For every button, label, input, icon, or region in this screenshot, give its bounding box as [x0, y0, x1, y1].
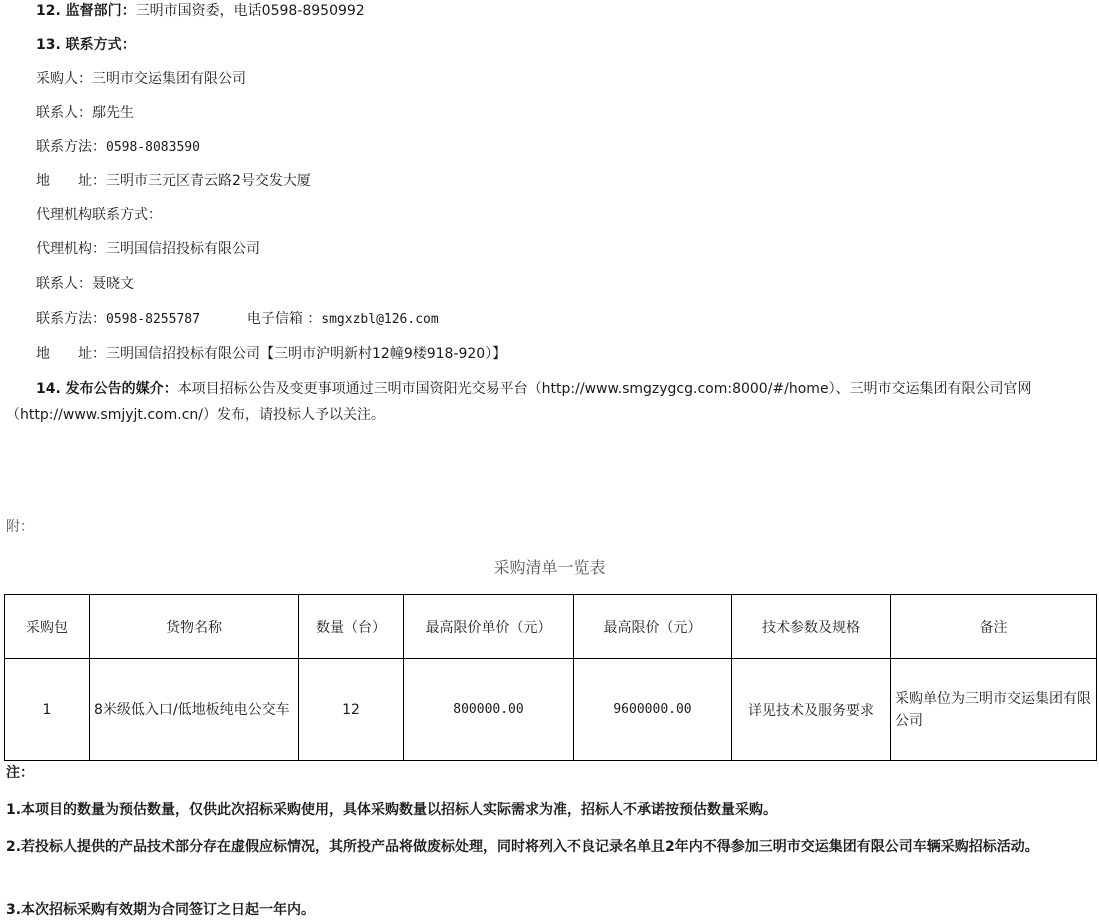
buyer-address: 三明市三元区青云路2号交发大厦 — [106, 173, 311, 189]
section-14-label: 14. 发布公告的媒介 — [36, 381, 164, 397]
agency-name-line — [36, 239, 260, 259]
note-1: 1.本项目的数量为预估数量，仅供此次招标采购使用，具体采购数量以招标人实际需求为准，招标人不承诺按预估数量采购。 — [6, 802, 778, 818]
buyer-contact-label: 联系人： — [36, 105, 92, 121]
header-remarks: 备注 — [891, 595, 1097, 659]
buyer-company-line — [36, 69, 246, 89]
agency-contact-line — [36, 274, 134, 294]
section-13 — [36, 35, 136, 55]
buyer-address-label: 地 址： — [36, 173, 106, 189]
agency-section-title — [36, 205, 162, 225]
section-12-label: 12. 监督部门 — [36, 3, 122, 19]
table-header-row — [5, 595, 1097, 659]
buyer-contact: 鄢先生 — [92, 105, 134, 121]
header-unit-price: 最高限价单价（元） — [404, 595, 574, 659]
section-13-label: 13. 联系方式 — [36, 37, 122, 53]
note-3: 3.本次招标采购有效期为合同签订之日起一年内。 — [6, 902, 316, 918]
cell-goods-name: 8米级低入口/低地板纯电公交车 — [90, 659, 299, 761]
buyer-phone: 0598-8083590 — [106, 140, 200, 155]
agency-name-label: 代理机构： — [36, 241, 106, 257]
agency-section-label: 代理机构联系方式： — [36, 207, 162, 223]
section-13-colon: ： — [121, 37, 136, 53]
buyer-phone-label: 联系方法： — [36, 139, 106, 155]
buyer-address-line — [36, 171, 311, 191]
buyer-phone-line — [36, 137, 200, 158]
agency-phone: 0598-8255787 — [106, 312, 200, 327]
agency-phone-line — [36, 309, 439, 330]
header-max-price: 最高限价（元） — [574, 595, 732, 659]
cell-max-price: 9600000.00 — [574, 659, 732, 761]
agency-phone-label: 联系方法： — [36, 311, 106, 327]
agency-contact-label: 联系人： — [36, 276, 92, 292]
cell-quantity: 12 — [299, 659, 404, 761]
agency-address-line — [36, 344, 506, 364]
cell-package: 1 — [5, 659, 90, 761]
cell-tech-spec: 详见技术及服务要求 — [732, 659, 891, 761]
table-row — [5, 659, 1097, 761]
section-12 — [36, 1, 365, 21]
section-12-text: 三明市国资委，电话0598-8950992 — [135, 3, 365, 19]
agency-name: 三明国信招投标有限公司 — [106, 241, 260, 257]
header-quantity: 数量（台） — [299, 595, 404, 659]
note-2: 2.若投标人提供的产品技术部分存在虚假应标情况，其所投产品将做废标处理，同时将列入不良记录名单且2年内不得参加三明市交运集团有限公司车辆采购招标活动。 — [6, 839, 1039, 855]
section-14 — [6, 376, 1091, 428]
buyer-contact-line — [36, 103, 134, 123]
attachment-label: 附： — [6, 519, 34, 535]
buyer-company: 三明市交运集团有限公司 — [92, 71, 246, 87]
cell-unit-price: 800000.00 — [404, 659, 574, 761]
cell-remarks: 采购单位为三明市交运集团有限公司 — [891, 659, 1097, 761]
table-title: 采购清单一览表 — [493, 558, 606, 577]
section-14-colon: ： — [163, 381, 178, 397]
notes-title: 注： — [6, 765, 34, 781]
agency-address: 三明国信招投标有限公司【三明市沪明新村12幢9楼918-920）】 — [106, 346, 507, 362]
header-goods-name: 货物名称 — [90, 595, 299, 659]
header-tech-spec: 技术参数及规格 — [732, 595, 891, 659]
section-12-colon: ： — [121, 3, 136, 19]
agency-email-label: 电子信箱 ： — [246, 311, 322, 327]
agency-contact: 聂晓文 — [92, 276, 134, 292]
procurement-table — [4, 594, 1097, 761]
header-package: 采购包 — [5, 595, 90, 659]
buyer-company-label: 采购人： — [36, 71, 92, 87]
agency-address-label: 地 址： — [36, 346, 106, 362]
agency-email[interactable]: smgxzbl@126.com — [321, 312, 439, 327]
section-14-text: 本项目招标公告及变更事项通过三明市国资阳光交易平台（http://www.smgzygcg.com:8000/#/home）、三明市交运集团有限公司官网（http://www.smjyjt.com.cn/）发布，请投标人予以关注。 — [6, 381, 1032, 423]
